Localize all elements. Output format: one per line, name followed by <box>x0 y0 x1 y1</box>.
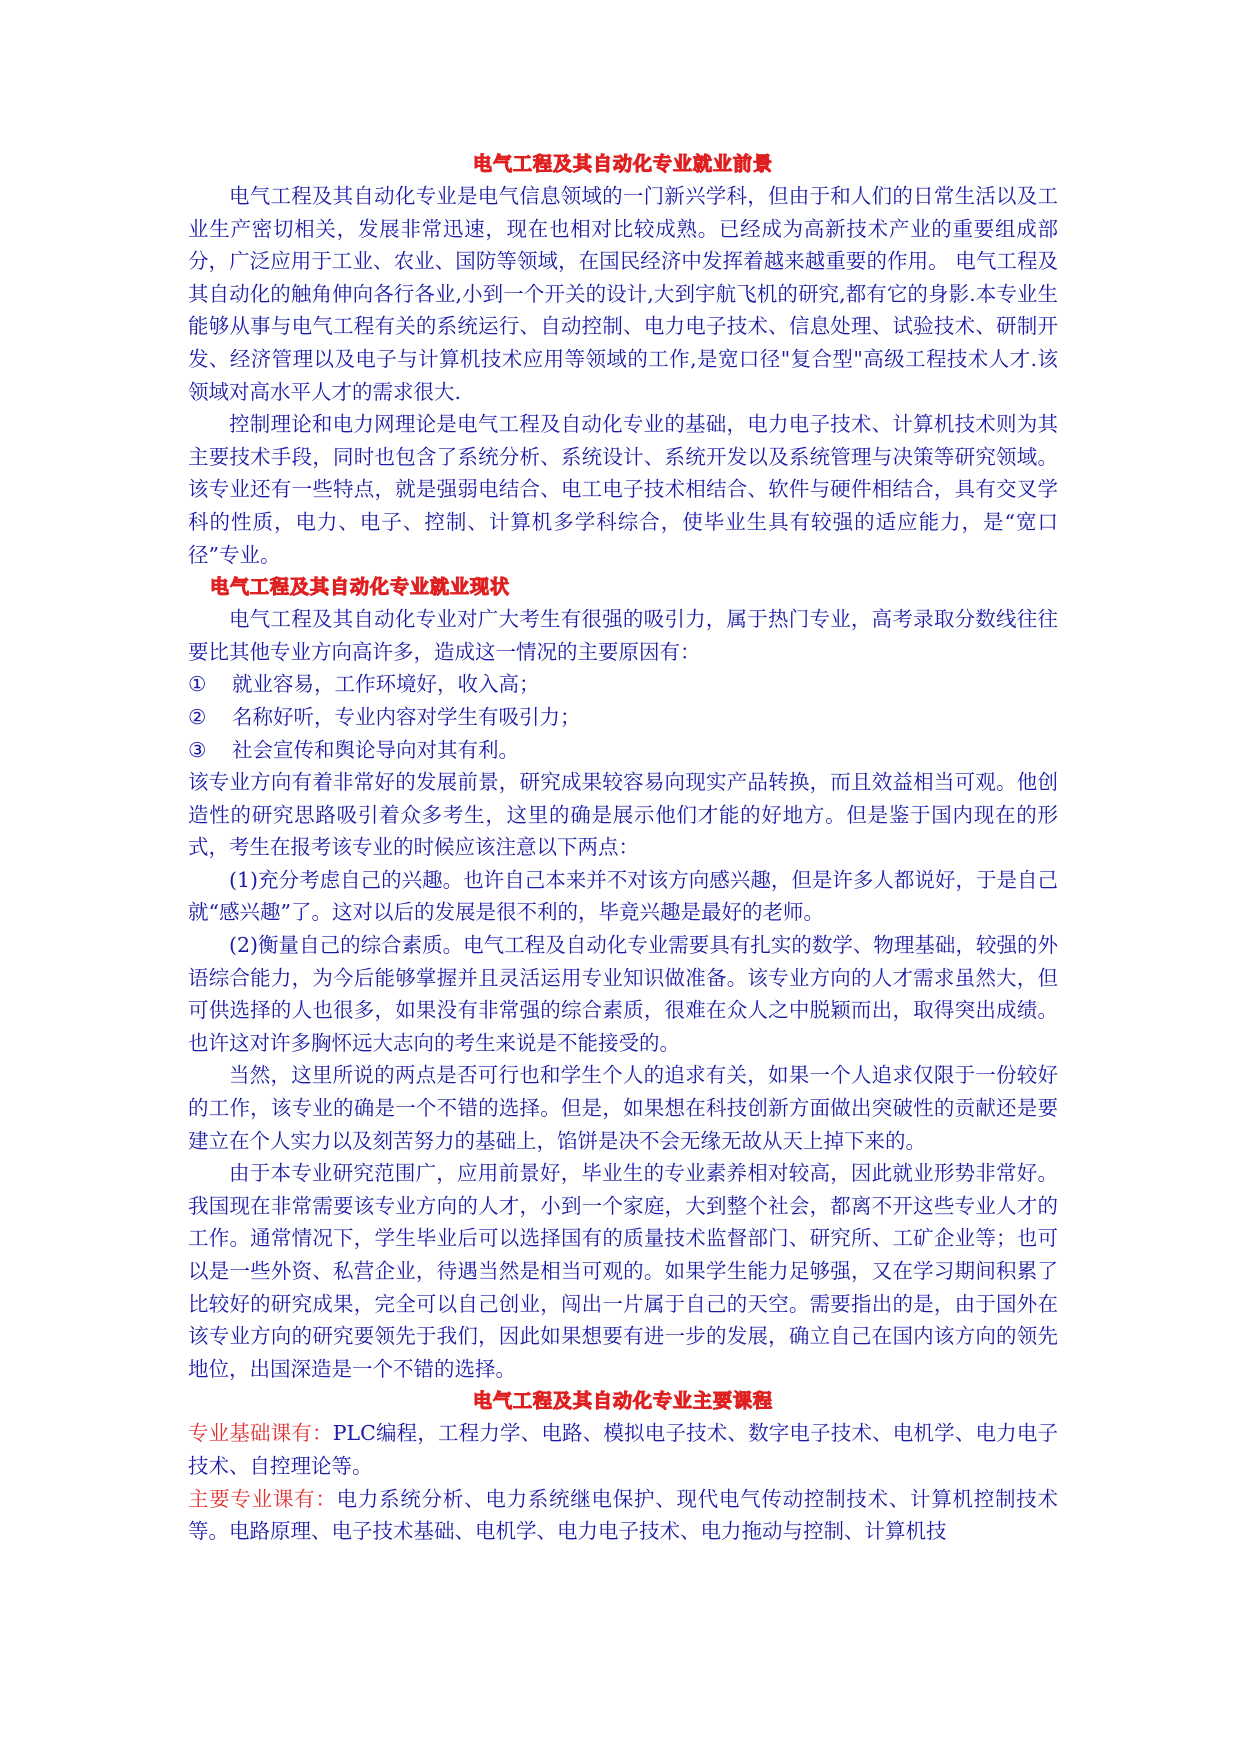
paragraph-employment: 由于本专业研究范围广，应用前景好，毕业生的专业素养相对较高，因此就业形势非常好。我国现在非常需要该专业方向的人才，小到一个家庭，大到整个社会，都离不开这些专业人才的工作。通常情况下，学生毕业后可以选择国有的质量技术监督部门、研究所、工矿企业等；也可以是一些外资、私营企业，待遇当然是相当可观的。如果学生能力足够强，又在学习期间积累了比较好的研究成果，完全可以自己创业，闯出一片属于自己的天空。需要指出的是，由于国外在该专业方向的研究要领先于我们，因此如果想要有进一步的发展，确立自己在国内该方向的领先地位，出国深造是一个不错的选择。 <box>188 1161 1058 1381</box>
list-marker: ③ <box>188 737 207 762</box>
paragraph-intro: 电气工程及其自动化专业是电气信息领域的一门新兴学科，但由于和人们的日常生活以及工业生产密切相关，发展非常迅速，现在也相对比较成熟。已经成为高新技术产业的重要组成部分，广泛应用于工业、农业、国防等领域，在国民经济中发挥着越来越重要的作用。 电气工程及其自动化的触角伸向各行各业,小到一个开关的设计,大到宇航飞机的研究,都有它的身影.本专业生能够从事与电气工程有关的系统运行、自动控制、电力电子技术、信息处理、试验技术、研制开发、经济管理以及电子与计算机技术应用等领域的工作,是宽口径"复合型"高级工程技术人才.该领域对高水平人才的需求很大. <box>188 184 1058 404</box>
main-courses-label: 主要专业课有： <box>188 1486 337 1511</box>
paragraph-point-1: (1)充分考虑自己的兴趣。也许自己本来并不对该方向感兴趣，但是许多人都说好，于是自己就“感兴趣”了。这对以后的发展是很不利的，毕竟兴趣是最好的老师。 <box>188 867 1058 925</box>
list-item <box>188 668 1058 701</box>
list-text: 名称好听，专业内容对学生有吸引力； <box>232 704 581 729</box>
paragraph-main-courses <box>188 1483 1058 1548</box>
paragraph-basic-courses <box>188 1417 1058 1482</box>
document-page <box>188 148 1058 1548</box>
list-item <box>188 701 1058 734</box>
paragraph-foundation: 控制理论和电力网理论是电气工程及自动化专业的基础，电力电子技术、计算机技术则为其主要技术手段，同时也包含了系统分析、系统设计、系统开发以及系统管理与决策等研究领域。该专业还有一些特点，就是强弱电结合、电工电子技术相结合、软件与硬件相结合，具有交叉学科的性质，电力、电子、控制、计算机多学科综合，使毕业生具有较强的适应能力，是“宽口径”专业。 <box>188 412 1058 567</box>
heading-prospects: 电气工程及其自动化专业就业前景 <box>472 153 773 175</box>
heading-courses: 电气工程及其自动化专业主要课程 <box>472 1390 773 1413</box>
main-courses-text: 电力系统分析、电力系统继电保护、现代电气传动控制技术、计算机控制技术等。电路原理、电子技术基础、电机学、电力电子技术、电力拖动与控制、计算机技 <box>188 1486 1059 1544</box>
paragraph-attraction: 电气工程及其自动化专业对广大考生有很强的吸引力，属于热门专业，高考录取分数线往往要比其他专业方向高许多，造成这一情况的主要原因有： <box>188 607 1058 664</box>
list-text: 社会宣传和舆论导向对其有利。 <box>232 737 519 762</box>
list-text: 就业容易，工作环境好，收入高； <box>232 672 540 697</box>
list-marker: ① <box>188 672 207 697</box>
basic-courses-text: PLC编程，工程力学、电路、模拟电子技术、数字电子技术、电机学、电力电子技术、自控理论等。 <box>188 1421 1059 1478</box>
paragraph-considerations: 当然，这里所说的两点是否可行也和学生个人的追求有关，如果一个人追求仅限于一份较好的工作，该专业的确是一个不错的选择。但是，如果想在科技创新方面做出突破性的贡献还是要建立在个人实力以及刻苦努力的基础上，馅饼是决不会无缘无故从天上掉下来的。 <box>188 1063 1058 1153</box>
heading-status: 电气工程及其自动化专业就业现状 <box>210 576 511 599</box>
paragraph-point-2: (2)衡量自己的综合素质。电气工程及自动化专业需要具有扎实的数学、物理基础，较强的外语综合能力，为今后能够掌握并且灵活运用专业知识做准备。该专业方向的人才需求虽然大，但可供选择的人也很多，如果没有非常强的综合素质，很难在众人之中脱颖而出，取得突出成绩。也许这对许多胸怀远大志向的考生来说是不能接受的。 <box>188 933 1058 1055</box>
list-marker: ② <box>188 704 207 729</box>
list-item <box>188 734 1058 767</box>
paragraph-outlook: 该专业方向有着非常好的发展前景，研究成果较容易向现实产品转换，而且效益相当可观。他创造性的研究思路吸引着众多考生，这里的确是展示他们才能的好地方。但是鉴于国内现在的形式，考生在报考该专业的时候应该注意以下两点： <box>188 770 1058 860</box>
basic-courses-label: 专业基础课有： <box>188 1421 333 1446</box>
